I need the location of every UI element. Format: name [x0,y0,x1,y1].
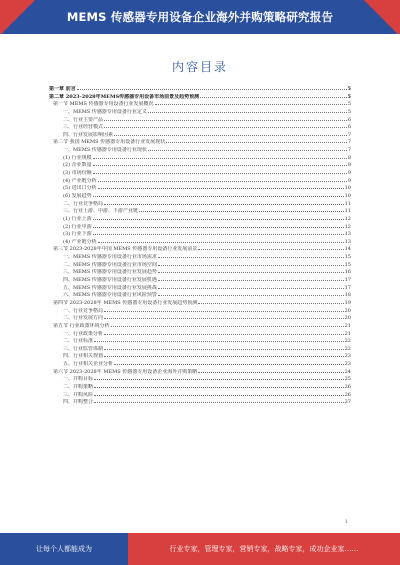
toc-entry[interactable] [49,322,351,330]
toc-entry-title: (6) 发展趋势 [63,192,92,199]
toc-dot-leader [94,375,344,380]
toc-dot-leader [114,360,344,365]
toc-entry-page: 12 [344,215,351,222]
toc-entry-page: 10 [344,192,351,199]
toc-entry-title: 第五节 行业政策环境分析 [53,322,110,329]
toc-dot-leader [104,352,344,357]
toc-entry[interactable] [49,299,351,307]
toc-entry-page: 25 [344,376,351,383]
toc-entry-title: 二、行业发展方向 [63,315,104,322]
toc-entry-title: 三、MEMS 传感器专用设备行业发展趋势 [63,269,157,276]
toc-dot-leader [94,383,344,388]
toc-entry-title: (4) 产业链分析 [63,177,97,184]
toc-entry-title: 一、并购目标 [63,376,94,383]
toc-entry[interactable] [49,383,351,391]
toc-entry[interactable] [49,284,351,292]
toc-entry-title: 二、行业主要产品 [63,116,104,123]
toc-entry-title: 六、MEMS 传感器专用设备行业风险预警 [63,292,157,299]
toc-entry-title: 四、行业发展影响因素 [63,131,114,138]
toc-entry[interactable] [49,93,351,101]
toc-entry[interactable] [49,215,351,223]
toc-entry[interactable] [49,352,351,360]
toc-entry[interactable] [49,184,351,192]
toc-entry-title: 四、行业相关规划 [63,353,104,360]
toc-entry[interactable] [49,398,351,406]
toc-entry-title: 二、并购策略 [63,383,94,390]
toc-entry[interactable] [49,238,351,246]
toc-entry-page: 26 [344,383,351,390]
toc-dot-leader [104,345,344,350]
toc-entry-title: (1) 行业规模 [63,154,92,161]
toc-entry[interactable] [49,154,351,162]
toc-dot-leader [93,223,344,228]
toc-dot-leader [198,368,343,373]
toc-entry[interactable] [49,161,351,169]
toc-entry-page: 11 [344,208,351,215]
toc-dot-leader [98,177,347,182]
toc-entry-page: 26 [344,391,351,398]
toc-dot-leader [114,131,347,136]
toc-dot-leader [148,146,347,151]
toc-dot-leader [158,284,344,289]
toc-dot-leader [158,253,344,258]
toc-entry[interactable] [49,108,351,116]
toc-entry-page: 14 [344,246,351,253]
toc-dot-leader [93,192,344,197]
toc-entry[interactable] [49,360,351,368]
toc-entry-page: 23 [344,353,351,360]
toc-entry-title: (1) 行业上游 [63,215,92,222]
toc-entry-page: 11 [344,200,351,207]
toc-entry[interactable] [49,116,351,124]
toc-entry[interactable] [49,207,351,215]
toc-entry[interactable] [49,291,351,299]
toc-entry[interactable] [49,123,351,131]
toc-entry-title: 三、行业上游、中游、下游产业链 [63,208,139,215]
toc-dot-leader [198,245,343,250]
toc-dot-leader [94,398,344,403]
toc-entry[interactable] [49,261,351,269]
toc-entry-title: 第一章 前言 [49,86,76,92]
toc-entry-page: 8 [347,154,351,161]
toc-entry-title: 二、行业标准 [63,338,94,345]
footer-slogan-left: 让每个人都能成为 [36,545,92,553]
toc-entry-title: 三、行业经营模式 [63,124,104,131]
toc-entry[interactable] [49,230,351,238]
toc-entry-title: (2) 行业中游 [63,223,92,230]
toc-entry[interactable] [49,169,351,177]
toc-dot-leader [158,276,344,281]
toc-entry-title: 五、行业相关企业分析 [63,361,114,368]
toc-heading: 内容目录 [171,60,228,74]
toc-entry-page: 5 [347,86,351,92]
toc-entry[interactable] [49,337,351,345]
toc-entry-page: 22 [344,345,351,352]
toc-dot-leader [158,268,344,273]
report-title: MEMS 传感器专用设备企业海外并购策略研究报告 [66,10,334,24]
toc-entry[interactable] [49,345,351,353]
toc-entry-title: 一、行业政策分析 [63,330,104,337]
toc-dot-leader [98,238,344,243]
toc-entry-title: 一、MEMS 传感器专用设备行业定义 [63,108,147,115]
toc-dot-leader [104,200,344,205]
toc-entry-title: 二、MEMS 传感器专用设备行业市场空间 [63,261,157,268]
toc-entry-title: (3) 市场份额 [63,170,92,177]
toc-entry[interactable] [49,253,351,261]
toc-entry-page: 15 [344,254,351,261]
toc-entry[interactable] [49,268,351,276]
toc-entry-page: 16 [344,269,351,276]
toc-dot-leader [104,123,347,128]
toc-entry-title: 第二节 我国 MEMS 传感器专用设备行业发展现状 [53,139,166,146]
toc-dot-leader [155,100,347,105]
toc-entry-title: 一、MEMS 传感器专用设备行业市场需求 [63,254,157,261]
page-number: 1 [345,520,348,525]
toc-entry-title: 第六节 2023-2028年 MEMS 传感器专用设备企业海外并购策略 [53,368,198,375]
toc-entry-title: 三、并购风险 [63,391,94,398]
toc-entry[interactable] [49,391,351,399]
toc-entry-title: 三、行业监管体制 [63,345,104,352]
toc-dot-leader [93,161,347,166]
toc-entry-page: 23 [344,361,351,368]
toc-entry-title: 一、MEMS 传感器专用设备行业现状 [63,147,147,154]
toc-dot-leader [104,116,347,121]
toc-entry-title: 第一节 MEMS 传感器专用设备行业发展概况 [53,101,154,108]
toc-dot-leader [111,322,344,327]
toc-entry-page: 13 [344,231,351,238]
toc-entry-page: 7 [347,147,351,154]
toc-entry-page: 12 [344,223,351,230]
toc-entry-page: 18 [344,292,351,299]
toc-dot-leader [148,108,347,113]
toc-dot-leader [198,299,343,304]
toc-dot-leader [93,230,344,235]
toc-entry-page: 5 [347,93,351,100]
toc-entry-title: 第二章 2023-2028年MEMS传感器专用设备市场前景及趋势预测 [49,93,200,100]
toc-entry-title: (4) 产业链分析 [63,238,97,245]
toc-entry-title: 第三节 2023-2028年中国 MEMS 传感器专用设备行业发展前景 [53,246,198,253]
toc-entry-title: 四、并购整合 [63,399,94,406]
toc-entry[interactable] [49,223,351,231]
toc-entry[interactable] [49,131,351,139]
toc-entry-title: 四、MEMS 传感器专用设备行业发展机遇 [63,277,157,284]
toc-entry[interactable] [49,314,351,322]
toc-entry-page: 17 [344,284,351,291]
toc-entry[interactable] [49,375,351,383]
toc-entry-page: 24 [344,368,351,375]
toc-entry-page: 8 [347,162,351,169]
toc-dot-leader [94,337,344,342]
toc-dot-leader [158,261,344,266]
toc-entry-page: 7 [347,139,351,146]
toc-entry-title: (3) 行业下游 [63,231,92,238]
toc-entry-page: 13 [344,238,351,245]
toc-entry[interactable] [49,146,351,154]
toc-entry[interactable] [49,100,351,108]
toc-dot-leader [104,330,344,335]
toc-entry[interactable] [49,245,351,253]
toc-entry-page: 5 [347,108,351,115]
toc-dot-leader [158,291,344,296]
toc-entry-page: 27 [344,399,351,406]
toc-entry-page: 6 [347,124,351,131]
toc-entry-title: 第四节 2023-2028年 MEMS 传感器专用设备行业发展趋势预测 [53,299,198,306]
toc-entry[interactable] [49,307,351,315]
toc-entry-page: 7 [347,131,351,138]
toc-dot-leader [139,207,344,212]
toc-entry[interactable] [49,200,351,208]
toc-dot-leader [93,169,347,174]
toc-entry-page: 20 [344,307,351,314]
toc-entry-page: 21 [344,322,351,329]
toc-entry[interactable] [49,85,351,93]
toc-dot-leader [77,85,347,90]
toc-entry-page: 10 [344,185,351,192]
toc-entry[interactable] [49,276,351,284]
toc-entry-page: 9 [347,177,351,184]
toc-entry[interactable] [49,177,351,185]
toc-entry-title: (5) 进出口分析 [63,185,97,192]
toc-entry-page: 15 [344,261,351,268]
toc-dot-leader [166,138,347,143]
footer-slogan-right: 行业专家，管理专家，营销专家，战略专家，成功企业家…… [169,545,359,553]
toc-entry-page: 17 [344,277,351,284]
toc-dot-leader [200,93,346,98]
toc-entry-title: 二、行业竞争格局 [63,200,104,207]
toc-entry[interactable] [49,368,351,376]
toc-dot-leader [94,391,344,396]
toc-dot-leader [93,154,347,159]
toc-entry[interactable] [49,330,351,338]
toc-entry-page: 21 [344,330,351,337]
toc-dot-leader [98,184,344,189]
toc-entry-page: 22 [344,338,351,345]
toc-dot-leader [104,314,344,319]
toc-entry-page: 5 [347,101,351,108]
toc-entry-page: 6 [347,116,351,123]
toc-entry-page: 19 [344,299,351,306]
toc-entry-page: 20 [344,315,351,322]
toc-entry-title: 五、MEMS 传感器专用设备行业发展挑战 [63,284,157,291]
toc-entry[interactable] [49,192,351,200]
toc-entry[interactable] [49,138,351,146]
toc-entry-title: (2) 企业数量 [63,162,92,169]
toc-entry-page: 9 [347,170,351,177]
table-of-contents [49,85,351,406]
toc-dot-leader [104,307,344,312]
toc-entry-title: 一、行业竞争格局 [63,307,104,314]
toc-dot-leader [93,215,344,220]
